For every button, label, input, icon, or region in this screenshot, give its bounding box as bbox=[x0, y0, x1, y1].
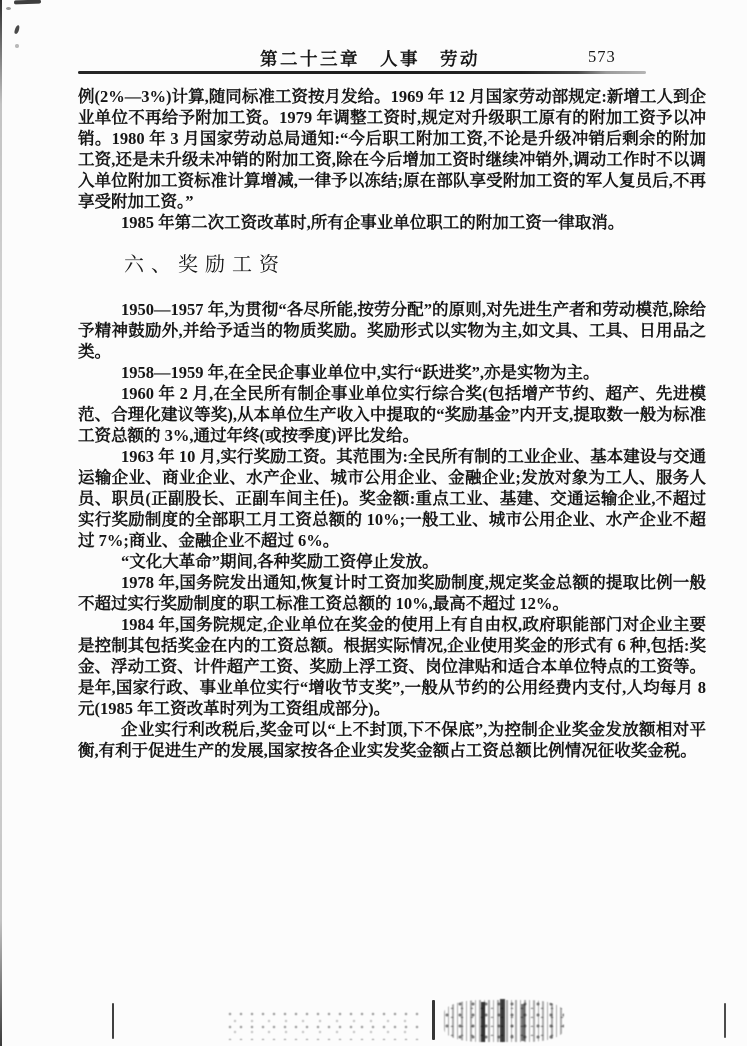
paragraph-1950-1957: 1950—1957 年,为贯彻“各尽所能,按劳分配”的原则,对先进生产者和劳动模范,除给予精神鼓励外,并给予适当的物质奖励。奖励形式以实物为主,如文具、工具、日用品之类。 bbox=[78, 300, 706, 361]
scan-left-edge-shadow bbox=[0, 0, 2, 1046]
paragraph-1984: 1984 年,国务院规定,企业单位在奖金的使用上有自由权,政府职能部门对企业主要是控制其包括奖金在内的工资总额。根据实际情况,企业使用奖金的形式有 6 种,包括:奖金、浮动工资、计件超产工资、奖励上浮工资、岗位津贴和适合本单位特点的工资等。是年,国家行政、事业单位实行“增收节支奖”,一般从节约的公用经费内支付,人均每月 8 元(1985 年工资改革时列为工资组成部分)。 bbox=[78, 615, 707, 718]
scan-ink-streak bbox=[521, 1004, 525, 1041]
page-body bbox=[78, 86, 706, 761]
scan-tick-mark bbox=[724, 1003, 726, 1038]
paragraph-additional-wage-continuation: 例(2%—3%)计算,随同标准工资按月发给。1969 年 12 月国家劳动部规定:新增工人到企业单位不再给予附加工资。1979 年调整工资时,规定对升级职工原有的附加工资予以冲销。1980 年 3 月国家劳动总局通知:“今后职工附加工资,不论是升级冲销后剩余的附加工资,还是未升级未冲销的附加工资,除在今后增加工资时继续冲销外,调动工作时不以调入单位附加工资标准计算增减,一律予以冻结;原在部队享受附加工资的军人复员后,不再享受附加工资。” bbox=[78, 87, 706, 211]
scan-bleedthrough-noise-left bbox=[228, 1012, 420, 1040]
scan-ink-streak bbox=[500, 999, 505, 1042]
paragraph-1958-1959: 1958—1959 年,在全民企事业单位中,实行“跃进奖”,亦是实物为主。 bbox=[121, 363, 600, 382]
scan-tick-mark bbox=[112, 1003, 114, 1039]
section-heading-bonus-wages: 六、奖励工资 bbox=[124, 254, 286, 276]
scan-tick-mark bbox=[432, 1000, 435, 1040]
running-header-chapter-title: 第二十三章 人事 劳动 bbox=[260, 49, 480, 69]
paragraph-cultural-revolution: “文化大革命”期间,各种奖励工资停止发放。 bbox=[121, 552, 439, 571]
header-rule bbox=[78, 71, 646, 74]
paragraph-1960: 1960 年 2 月,在全民所有制企事业单位实行综合奖(包括增产节约、超产、先进模范、合理化建议等奖),从本单位生产收入中提取的“奖励基金”内开支,提取数一般为标准工资总额的 3%,通过年终(或按季度)评比发给。 bbox=[78, 384, 706, 445]
scan-speck bbox=[15, 44, 19, 48]
scan-ink-mark bbox=[14, 25, 20, 35]
paragraph-1978: 1978 年,国务院发出通知,恢复计时工资加奖励制度,规定奖金总额的提取比例一般不超过实行奖励制度的职工标准工资总额的 10%,最高不超过 12%。 bbox=[78, 573, 706, 613]
paragraph-1963: 1963 年 10 月,实行奖励工资。其范围为:全民所有制的工业企业、基本建设与交通运输企业、商业企业、水产企业、城市公用企业、金融企业;发放对象为工人、服务人员、职员(正副股长、正副车间主任)。奖金额:重点工业、基建、交通运输企业,不超过实行奖励制度的全部职工月工资总额的 10%;一般工业、城市公用企业、水产企业不超过 7%;商业、金融企业不超过 6%。 bbox=[78, 447, 706, 550]
paragraph-tax-reform: 企业实行利改税后,奖金可以“上不封顶,下不保底”,为控制企业奖金发放额相对平衡,有利于促进生产的发展,国家按各企业实发奖金额占工资总额比例情况征收奖金税。 bbox=[78, 720, 706, 760]
page-number: 573 bbox=[588, 47, 616, 66]
scan-ink-streak bbox=[481, 1002, 485, 1042]
scan-smudge-top bbox=[14, 0, 41, 4]
paragraph-1985-abolition: 1985 年第二次工资改革时,所有企事业单位职工的附加工资一律取消。 bbox=[121, 213, 625, 232]
scan-speck bbox=[6, 7, 11, 10]
